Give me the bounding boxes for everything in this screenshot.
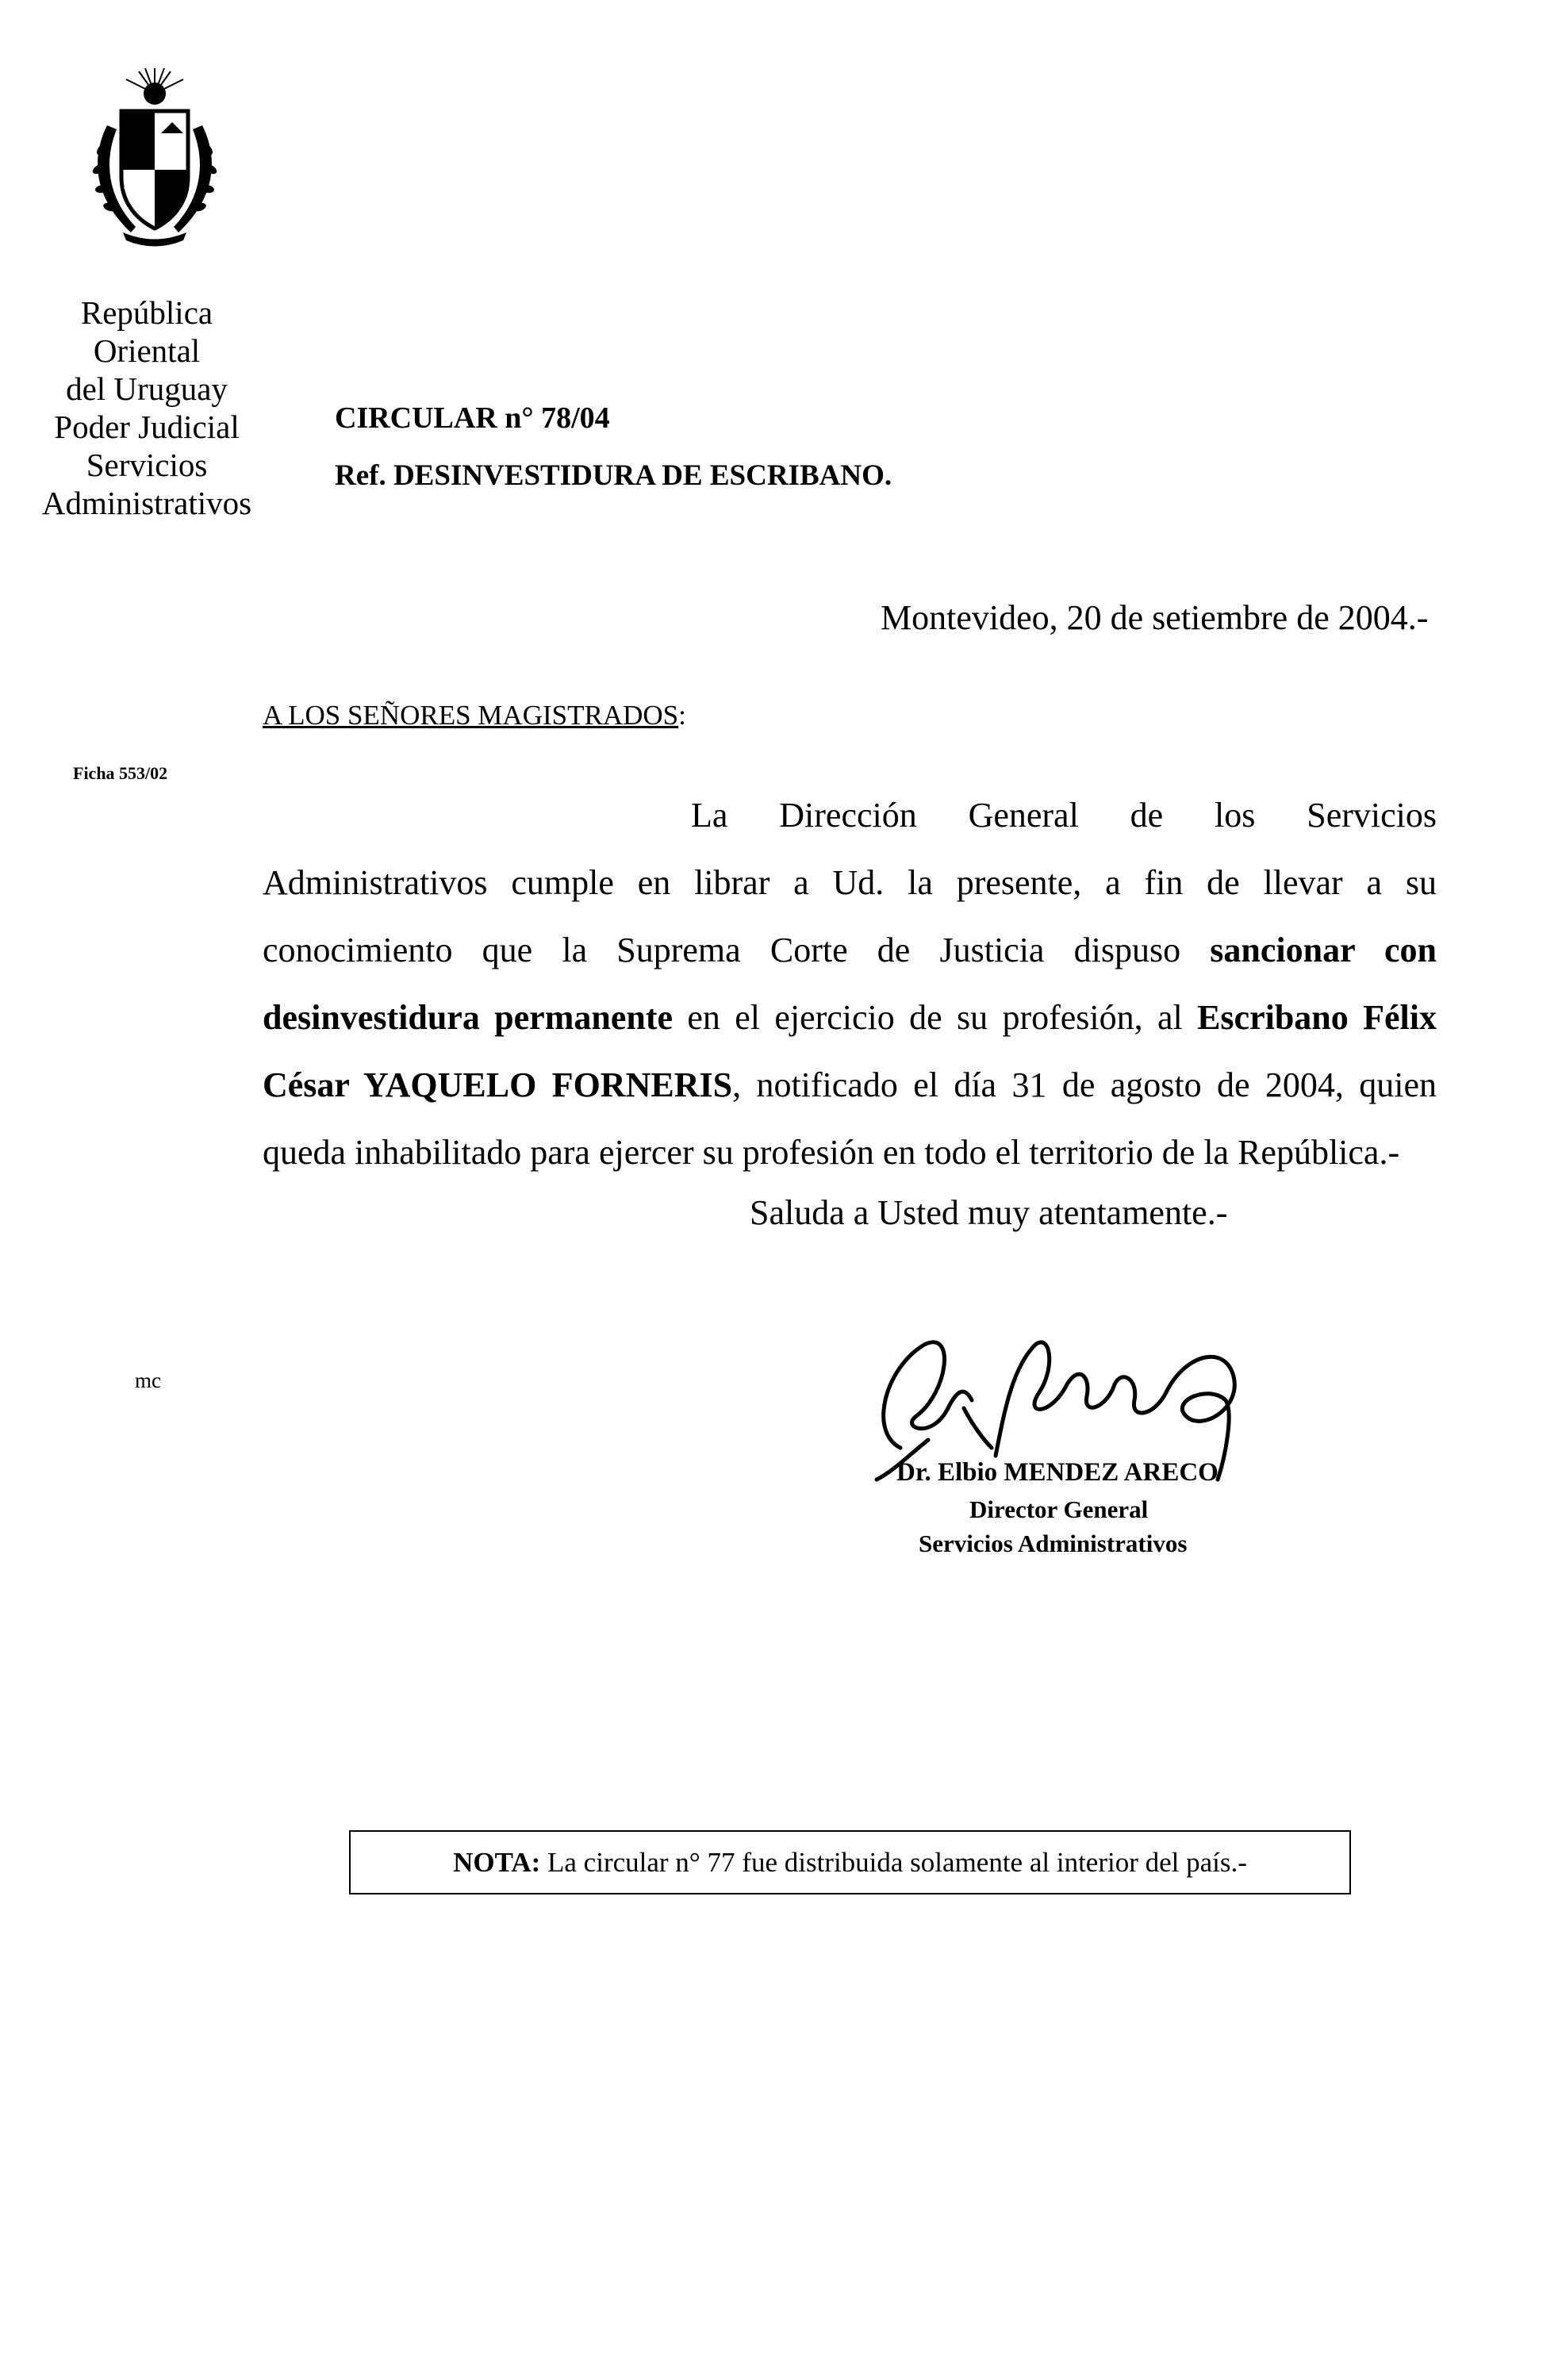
signatory-department: Servicios Administrativos	[919, 1530, 1188, 1557]
issuing-organization	[32, 294, 262, 522]
addressee-text: A LOS SEÑORES MAGISTRADOS	[263, 700, 679, 731]
org-line: del Uruguay	[66, 370, 228, 407]
signatory-title: Director General	[969, 1495, 1149, 1523]
note-label: NOTA:	[453, 1846, 541, 1878]
closing-line: Saluda a Usted muy atentamente.-	[750, 1193, 1228, 1232]
body-text: , notificado el día 31 de agosto de 2004, quien queda inhabilitado para ejercer su profesión en todo el territorio de la República.-	[263, 1065, 1437, 1172]
org-line: Servicios	[86, 447, 208, 483]
body-bold-name: Escribano Félix César YAQUELO FORNERIS	[263, 998, 1437, 1104]
signatory-name: Dr. Elbio MENDEZ ARECO	[896, 1458, 1219, 1487]
circular-number: CIRCULAR n° 78/04	[335, 401, 610, 435]
letter-body	[263, 781, 1437, 1186]
org-line: Poder Judicial	[54, 409, 240, 445]
date-line: Montevideo, 20 de setiembre de 2004.-	[881, 598, 1429, 637]
body-bold-sanction: sancionar con desinvestidura permanente	[263, 931, 1437, 1037]
body-text: La Dirección General de los Servicios Administrativos cumple en librar a Ud. la presente, a fin de llevar a su conocimiento que la Suprema Corte de Justicia dispuso	[263, 796, 1437, 969]
org-line: República Oriental	[80, 294, 213, 369]
org-line: Administrativos	[41, 485, 252, 521]
body-text: en el ejercicio de su profesión, al	[673, 998, 1198, 1037]
addressee-suffix: :	[678, 700, 686, 731]
ficha-number: Ficha 553/02	[73, 763, 168, 783]
addressee	[263, 700, 686, 731]
note-box	[349, 1830, 1351, 1894]
reference-line: Ref. DESINVESTIDURA DE ESCRIBANO.	[335, 459, 892, 492]
typist-initials: mc	[135, 1368, 161, 1392]
coat-of-arms-emblem	[75, 62, 234, 252]
note-text: La circular n° 77 fue distribuida solamente al interior del país.-	[540, 1846, 1247, 1878]
